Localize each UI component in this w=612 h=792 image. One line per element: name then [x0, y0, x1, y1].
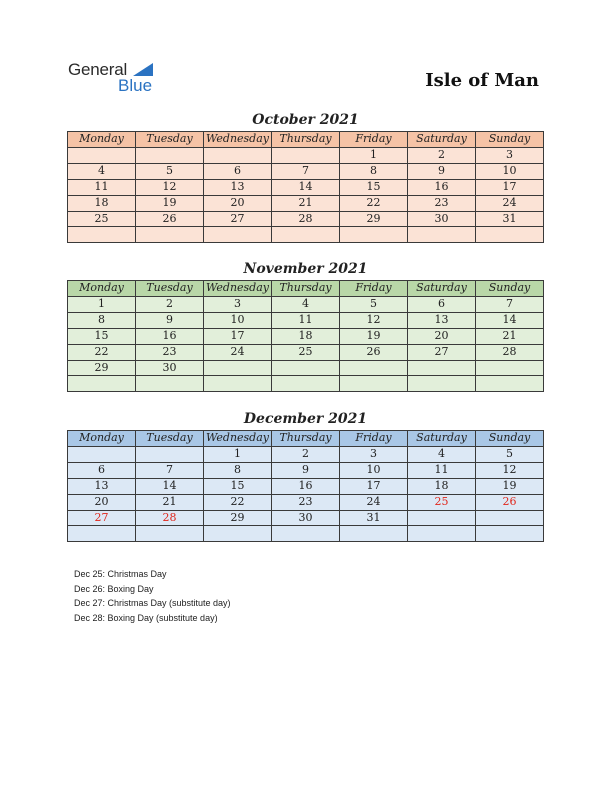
day-cell: 21 — [136, 494, 204, 510]
day-cell — [476, 360, 544, 376]
weekday-header: Friday — [340, 431, 408, 447]
day-cell — [272, 376, 340, 392]
day-cell: 22 — [68, 344, 136, 360]
day-cell: 20 — [204, 195, 272, 211]
weekday-header: Saturday — [408, 132, 476, 148]
day-cell: 18 — [272, 328, 340, 344]
day-cell — [136, 526, 204, 542]
day-cell: 18 — [408, 478, 476, 494]
day-cell — [476, 227, 544, 243]
holiday-note: Dec 25: Christmas Day — [74, 569, 167, 579]
weekday-header: Saturday — [408, 431, 476, 447]
day-cell — [68, 446, 136, 462]
weekday-header-row — [68, 281, 544, 297]
logo-blue-text: Blue — [118, 76, 153, 95]
week-row — [68, 360, 544, 376]
day-cell — [68, 526, 136, 542]
day-cell — [68, 376, 136, 392]
week-row — [68, 344, 544, 360]
day-cell: 13 — [408, 312, 476, 328]
weekday-header-row — [68, 431, 544, 447]
day-cell — [272, 227, 340, 243]
day-cell — [204, 376, 272, 392]
day-cell: 4 — [68, 163, 136, 179]
day-cell: 14 — [136, 478, 204, 494]
day-cell: 2 — [272, 446, 340, 462]
day-cell — [204, 360, 272, 376]
weekday-header-row — [68, 132, 544, 148]
day-cell: 3 — [204, 296, 272, 312]
day-cell: 26 — [340, 344, 408, 360]
day-cell: 31 — [476, 211, 544, 227]
day-cell: 28 — [476, 344, 544, 360]
day-cell — [340, 227, 408, 243]
month-december — [67, 409, 544, 542]
week-row — [68, 195, 544, 211]
day-cell: 15 — [68, 328, 136, 344]
logo-flag-icon — [133, 63, 153, 76]
day-cell — [272, 147, 340, 163]
day-cell: 2 — [408, 147, 476, 163]
day-cell — [408, 526, 476, 542]
day-cell: 8 — [340, 163, 408, 179]
weekday-header: Friday — [340, 281, 408, 297]
day-cell: 12 — [476, 462, 544, 478]
week-row — [68, 227, 544, 243]
day-cell — [272, 526, 340, 542]
day-cell: 5 — [476, 446, 544, 462]
week-row — [68, 296, 544, 312]
week-row — [68, 211, 544, 227]
day-cell: 10 — [476, 163, 544, 179]
holiday-note: Dec 27: Christmas Day (substitute day) — [74, 598, 231, 608]
day-cell: 7 — [272, 163, 340, 179]
day-cell: 12 — [340, 312, 408, 328]
week-row — [68, 312, 544, 328]
holiday-note: Dec 28: Boxing Day (substitute day) — [74, 612, 218, 623]
month-october — [67, 110, 544, 243]
day-cell: 13 — [68, 478, 136, 494]
day-cell: 19 — [340, 328, 408, 344]
day-cell: 24 — [204, 344, 272, 360]
week-row — [68, 494, 544, 510]
day-cell: 9 — [272, 462, 340, 478]
day-cell: 29 — [68, 360, 136, 376]
weekday-header: Tuesday — [136, 431, 204, 447]
month-november — [67, 259, 544, 392]
week-row — [68, 510, 544, 526]
weekday-header: Friday — [340, 132, 408, 148]
day-cell — [408, 360, 476, 376]
weekday-header: Monday — [68, 132, 136, 148]
day-cell: 16 — [408, 179, 476, 195]
month-title: November 2021 — [243, 261, 368, 277]
day-cell: 1 — [340, 147, 408, 163]
holiday-notes — [74, 567, 231, 625]
day-cell: 19 — [136, 195, 204, 211]
day-cell: 5 — [136, 163, 204, 179]
day-cell: 24 — [476, 195, 544, 211]
day-cell: 6 — [68, 462, 136, 478]
day-cell — [204, 526, 272, 542]
day-cell: 2 — [136, 296, 204, 312]
week-row — [68, 446, 544, 462]
day-cell: 20 — [68, 494, 136, 510]
day-cell — [136, 376, 204, 392]
logo-general-text: General — [68, 60, 128, 79]
weekday-header: Wednesday — [204, 132, 272, 148]
day-cell: 6 — [408, 296, 476, 312]
week-row — [68, 478, 544, 494]
day-cell: 7 — [136, 462, 204, 478]
calendar-grid — [67, 430, 544, 542]
day-cell: 30 — [272, 510, 340, 526]
day-cell: 11 — [68, 179, 136, 195]
weekday-header: Tuesday — [136, 132, 204, 148]
weekday-header: Wednesday — [204, 431, 272, 447]
day-cell: 21 — [476, 328, 544, 344]
day-cell: 7 — [476, 296, 544, 312]
day-cell: 3 — [476, 147, 544, 163]
day-cell: 28 — [272, 211, 340, 227]
day-cell: 8 — [204, 462, 272, 478]
weekday-header: Wednesday — [204, 281, 272, 297]
day-cell: 11 — [408, 462, 476, 478]
day-cell — [476, 376, 544, 392]
weekday-header: Thursday — [272, 431, 340, 447]
week-row — [68, 147, 544, 163]
day-cell: 17 — [476, 179, 544, 195]
day-cell: 21 — [272, 195, 340, 211]
day-cell: 1 — [204, 446, 272, 462]
day-cell: 14 — [476, 312, 544, 328]
day-cell: 15 — [204, 478, 272, 494]
day-cell — [408, 227, 476, 243]
day-cell: 12 — [136, 179, 204, 195]
day-cell: 9 — [136, 312, 204, 328]
day-cell: 17 — [340, 478, 408, 494]
week-row — [68, 376, 544, 392]
day-cell: 17 — [204, 328, 272, 344]
country-title: Isle of Man — [425, 70, 539, 91]
day-cell: 6 — [204, 163, 272, 179]
day-cell: 28 — [136, 510, 204, 526]
day-cell: 25 — [408, 494, 476, 510]
day-cell: 23 — [136, 344, 204, 360]
day-cell: 29 — [340, 211, 408, 227]
week-row — [68, 163, 544, 179]
day-cell: 4 — [408, 446, 476, 462]
day-cell: 19 — [476, 478, 544, 494]
day-cell: 15 — [340, 179, 408, 195]
day-cell: 14 — [272, 179, 340, 195]
weekday-header: Sunday — [476, 431, 544, 447]
weekday-header: Tuesday — [136, 281, 204, 297]
day-cell: 26 — [136, 211, 204, 227]
month-title: October 2021 — [252, 112, 359, 128]
day-cell — [204, 147, 272, 163]
day-cell: 23 — [408, 195, 476, 211]
weekday-header: Sunday — [476, 281, 544, 297]
day-cell — [136, 147, 204, 163]
weekday-header: Monday — [68, 281, 136, 297]
day-cell: 8 — [68, 312, 136, 328]
week-row — [68, 328, 544, 344]
day-cell — [408, 510, 476, 526]
holiday-note: Dec 26: Boxing Day — [74, 583, 154, 594]
day-cell: 16 — [136, 328, 204, 344]
day-cell: 30 — [136, 360, 204, 376]
day-cell: 10 — [340, 462, 408, 478]
day-cell — [136, 446, 204, 462]
day-cell: 27 — [408, 344, 476, 360]
month-title: December 2021 — [243, 411, 368, 427]
day-cell — [136, 227, 204, 243]
day-cell: 5 — [340, 296, 408, 312]
day-cell: 25 — [68, 211, 136, 227]
day-cell: 23 — [272, 494, 340, 510]
day-cell — [408, 376, 476, 392]
day-cell: 9 — [408, 163, 476, 179]
weekday-header: Thursday — [272, 132, 340, 148]
day-cell: 10 — [204, 312, 272, 328]
week-row — [68, 462, 544, 478]
day-cell — [476, 526, 544, 542]
weekday-header: Monday — [68, 431, 136, 447]
day-cell — [340, 376, 408, 392]
day-cell: 11 — [272, 312, 340, 328]
day-cell: 22 — [340, 195, 408, 211]
day-cell — [204, 227, 272, 243]
day-cell: 20 — [408, 328, 476, 344]
calendar-grid — [67, 280, 544, 392]
day-cell: 13 — [204, 179, 272, 195]
weekday-header: Sunday — [476, 132, 544, 148]
brand-logo — [68, 60, 153, 95]
day-cell: 26 — [476, 494, 544, 510]
day-cell: 1 — [68, 296, 136, 312]
day-cell: 31 — [340, 510, 408, 526]
day-cell: 27 — [204, 211, 272, 227]
day-cell: 16 — [272, 478, 340, 494]
day-cell: 27 — [68, 510, 136, 526]
day-cell — [68, 227, 136, 243]
day-cell: 29 — [204, 510, 272, 526]
weekday-header: Thursday — [272, 281, 340, 297]
day-cell: 3 — [340, 446, 408, 462]
week-row — [68, 526, 544, 542]
calendar-grid — [67, 131, 544, 243]
weekday-header: Saturday — [408, 281, 476, 297]
day-cell: 25 — [272, 344, 340, 360]
day-cell: 22 — [204, 494, 272, 510]
day-cell — [272, 360, 340, 376]
day-cell: 4 — [272, 296, 340, 312]
day-cell: 18 — [68, 195, 136, 211]
day-cell — [340, 360, 408, 376]
day-cell — [476, 510, 544, 526]
week-row — [68, 179, 544, 195]
day-cell: 24 — [340, 494, 408, 510]
day-cell — [68, 147, 136, 163]
day-cell: 30 — [408, 211, 476, 227]
day-cell — [340, 526, 408, 542]
